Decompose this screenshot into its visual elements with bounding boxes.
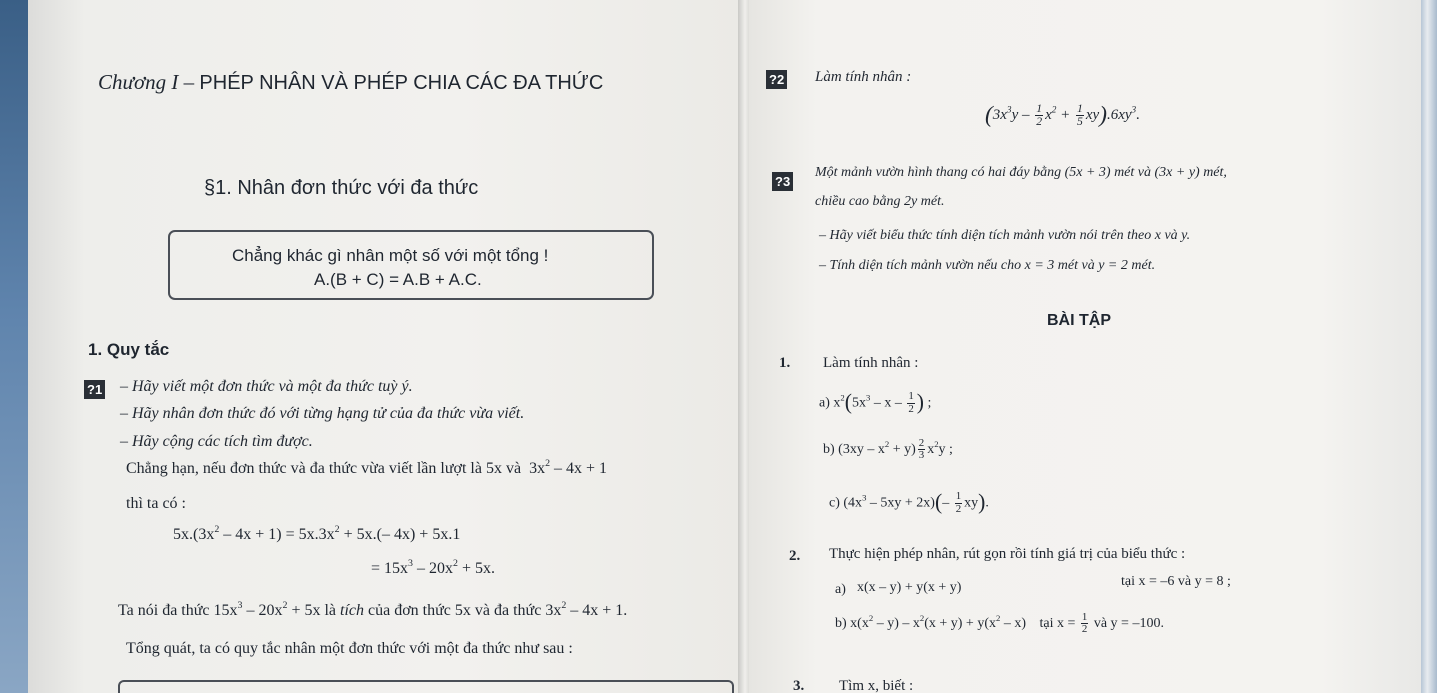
ex2-b: b) $x(x^2 - y) - x^2(x + y) + y(x^2 - x)$ tại x = $\frac{1}{2}$ và y = –100. xyxy=(835,611,1164,636)
ex2-b-cond: tại x = $\frac{1}{2}$ và y = –100. xyxy=(1039,611,1164,636)
left-page xyxy=(28,0,741,693)
ex1-a-label: a) xyxy=(819,395,830,411)
ex2-b-label: b) xyxy=(835,616,847,632)
q3-line3: – Hãy viết biểu thức tính diện tích mảnh vườn nói trên theo x và y. xyxy=(819,228,1191,243)
ex1-c-label: c) xyxy=(829,495,840,511)
q3-line4: – Tính diện tích mảnh vườn nếu cho x = 3 mét và y = 2 mét. xyxy=(819,258,1156,273)
q2-text: Làm tính nhân : xyxy=(815,69,912,85)
q1-badge: ?1 xyxy=(84,380,105,399)
example-text: Chẳng hạn, nếu đơn thức và đa thức vừa viết lần lượt là 5x và xyxy=(126,460,522,477)
q3-badge: ?3 xyxy=(772,172,793,191)
q1-line1: – Hãy viết một đơn thức và một đa thức tuỳ ý. xyxy=(120,378,413,395)
chapter-prefix: Chương I – xyxy=(98,70,200,94)
exercises-title: BÀI TẬP xyxy=(1047,312,1111,329)
ex3-text: Tìm x, biết : xyxy=(839,678,914,693)
product-note-poly: $15x^3 - 20x^2 + 5x$ xyxy=(213,600,321,619)
q1-line3: – Hãy cộng các tích tìm được. xyxy=(120,433,313,450)
product-note-rest: của đơn thức 5x và đa thức xyxy=(368,602,542,619)
chapter-title: PHÉP NHÂN VÀ PHÉP CHIA CÁC ĐA THỨC xyxy=(199,72,604,94)
ex2-text: Thực hiện phép nhân, rút gọn rồi tính giá trị của biểu thức : xyxy=(829,546,1186,562)
product-note-start: Ta nói đa thức xyxy=(118,602,210,619)
section-title: §1. Nhân đơn thức với đa thức xyxy=(204,177,479,199)
ex1-b: b) $(3xy - x^2 + y)$ $\frac{2}{3}$ $x^2y$ ; xyxy=(823,437,953,462)
product-note-italic: tích xyxy=(340,602,365,619)
ex1-num: 1. xyxy=(779,355,791,371)
product-note xyxy=(118,602,627,620)
general-rule: Tổng quát, ta có quy tắc nhân một đơn thức với một đa thức như sau : xyxy=(126,640,573,657)
ex1-b-label: b) xyxy=(823,442,835,458)
rule-box-top xyxy=(118,680,734,693)
product-note-poly2: $3x^2 - 4x + 1$. xyxy=(545,600,628,619)
example-calc-line1: $5x.(3x^2 - 4x + 1) = 5x.3x^2 + 5x.(-$ 4x) + 5x.1 xyxy=(173,524,461,543)
example-tail: thì ta có : xyxy=(126,495,186,512)
rule-heading: 1. Quy tắc xyxy=(88,340,170,359)
q1-line2: – Hãy nhân đơn thức đó với từng hạng tử của đa thức vừa viết. xyxy=(120,405,525,422)
ex1-c: c) $(4x^3 - 5xy + 2x)(-$ $\frac{1}{2}$ xy). xyxy=(829,490,989,515)
q2-expression: ($3x^3y$ – $\frac{1}{2}$ $x^2$ + $\frac{1}{5}$ $xy).6xy^3$. xyxy=(985,102,1140,129)
ex2-a-label: a) xyxy=(835,582,846,597)
example-line xyxy=(126,460,607,478)
ex1-text: Làm tính nhân : xyxy=(823,355,919,371)
example-calc-line2: = $15x^3 - 20x^2 + 5x$. xyxy=(371,558,495,577)
q3-line2: chiều cao bằng 2y mét. xyxy=(815,194,945,209)
q2-badge: ?2 xyxy=(766,70,787,89)
intro-box-line2: A.(B + C) = A.B + A.C. xyxy=(314,270,482,289)
ex3-num: 3. xyxy=(793,678,805,693)
ex2-a-cond: tại x = –6 và y = 8 ; xyxy=(1121,574,1231,589)
example-polynomial: $3x^2 - 4x + 1$ xyxy=(529,458,608,477)
ex2-a-expr: x(x – y) + y(x + y) xyxy=(857,580,962,595)
page-edge xyxy=(1421,0,1437,693)
ex2-num: 2. xyxy=(789,548,801,564)
q3-line1: Một mảnh vườn hình thang có hai đáy bằng (5x + 3) mét và (3x + y) mét, xyxy=(815,165,1227,180)
chapter-heading xyxy=(98,70,603,95)
ex1-a: a) $x^2(5x^3$ – x – $\frac{1}{2}$ ) ; xyxy=(819,390,932,415)
right-page xyxy=(749,0,1422,693)
product-note-mid: là xyxy=(324,602,337,619)
intro-box-line1: Chẳng khác gì nhân một số với một tổng ! xyxy=(232,246,549,265)
